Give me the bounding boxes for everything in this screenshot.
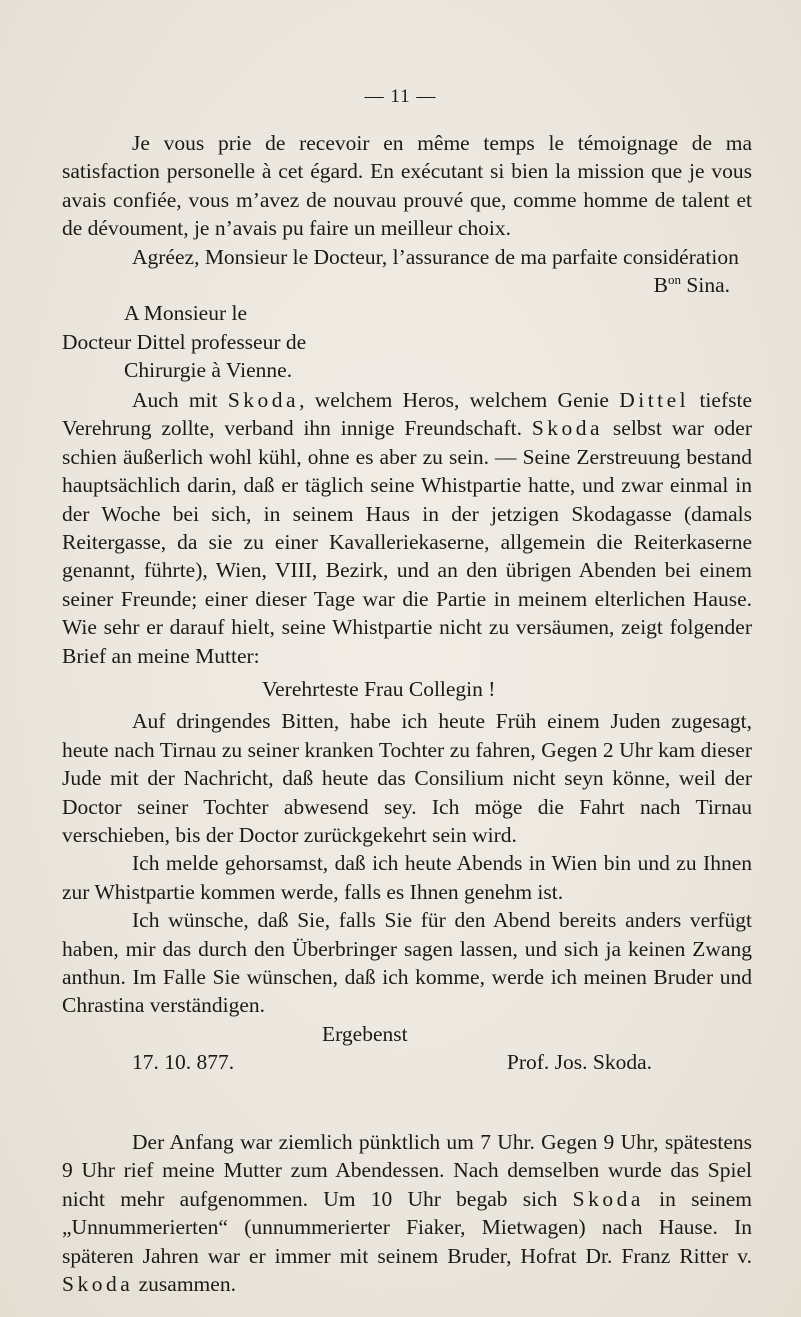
skoda-spaced: Skoda: [227, 388, 300, 412]
german-letter-paragraph-2: Ich melde gehorsamst, daß ich heute Abends in Wien bin und zu Ihnen zur Whistpartie kommen werde, falls es Ihnen genehm ist.: [62, 851, 752, 904]
letter-signature: Prof. Jos. Skoda.: [506, 1050, 652, 1075]
german-letter-salutation: Verehrteste Frau Collegin !: [262, 677, 496, 701]
german-letter-closing: Ergebenst: [322, 1021, 408, 1046]
german-letter-paragraph-3: Ich wünsche, daß Sie, falls Sie für den Abend bereits anders verfügt haben, mir das durch den Überbringer sagen lassen, und sich ja keinen Zwang anthun. Im Falle Sie wünschen, daß ich komme, werde ich meinen Bruder und Chrastina verständigen.: [62, 908, 752, 1018]
narrative-2-part-1: Der Anfang war ziemlich pünktlich um 7 Uhr. Gegen 9 Uhr, spätestens 9 Uhr rief meine Mutter zum Abendessen. Nach demselben wurde das Spiel nicht mehr aufgenommen. Um 10 Uhr begab sich: [62, 1130, 752, 1211]
narrative-1-part-3: tiefste Verehrung zollte, verband ihn innige Freundschaft.: [62, 388, 752, 441]
signature-superscript: on: [668, 271, 682, 287]
french-letter-paragraph-2: Agréez, Monsieur le Docteur, l’assurance de ma parfaite considération: [132, 244, 739, 269]
french-letter-paragraph-1: Je vous prie de recevoir en même temps le témoignage de ma satisfaction personelle à cet égard. En exécutant si bien la mission que je vous avais confiée, vous m’avez de nouvau prouvé que, comme homme de talent et de dévoument, je n’avais pu faire un meilleur choix.: [62, 131, 752, 241]
signature-prefix: B: [653, 273, 669, 298]
narrative-1-part-2: , welchem Heros, welchem Genie: [299, 388, 620, 412]
signature-name: Sina.: [686, 273, 730, 298]
addressee-line-3: Chirurgie à Vienne.: [124, 358, 293, 383]
german-letter-signature-line: [62, 1048, 752, 1076]
narrative-paragraph-2: [62, 1128, 752, 1298]
french-letter-signature: [62, 271, 752, 299]
narrative-1-text: [62, 386, 752, 670]
dittel-spaced: Dittel: [619, 388, 690, 412]
letter-date: 17. 10. 877.: [132, 1050, 235, 1075]
page-number: — 11 —: [364, 86, 437, 107]
addressee-line-1: A Monsieur le: [124, 301, 248, 326]
addressee-line-2: Docteur Dittel professeur de: [62, 329, 307, 354]
german-letter: [62, 675, 752, 1077]
narrative-1-part-4: selbst war oder schien äußerlich wohl kühl, ohne es aber zu sein. — Seine Zerstreuung bestand hauptsächlich darin, daß er täglich seine Whistpartie hatte, und zwar einmal in der Woche bei sich, in seinem Haus in der jetzigen Skodagasse (damals Reitergasse, da sie zu einer Kavalleriekaserne, allgemein die Reiterkaserne genannt, führte), Wien, VIII, Bezirk, und an den übrigen Abenden bei einem seiner Freunde; einer dieser Tage war die Partie in meinem elterlichen Hause. Wie sehr er darauf hielt, seine Whistpartie nicht zu versäumen, zeigt folgender Brief an meine Mutter:: [62, 416, 752, 668]
narrative-2-part-2: in seinem „Unnummerierten“ (unnummerierter Fiaker, Mietwagen) nach Hause. In späteren Jahren war er immer mit seinem Bruder, Hofrat Dr. Franz Ritter v.: [62, 1186, 753, 1268]
skoda-spaced-3: Skoda: [572, 1186, 644, 1211]
french-letter: [62, 129, 752, 385]
narrative-2-part-3: zusammen.: [133, 1272, 236, 1297]
narrative-paragraph-1: [62, 386, 752, 670]
german-letter-paragraph-1: Auf dringendes Bitten, habe ich heute Früh einem Juden zugesagt, heute nach Tirnau zu seiner kranken Tochter zu fahren, Gegen 2 Uhr kam dieser Jude mit der Nachricht, daß heute das Consilium nicht seyn könne, weil der Doctor seiner Tochter abwesend sey. Ich möge die Fahrt nach Tirnau verschieben, bis der Doctor zurückgekehrt sein wird.: [62, 709, 752, 848]
narrative-2-text: [62, 1128, 752, 1298]
narrative-1-part-1: Auch mit: [132, 388, 228, 412]
skoda-spaced-2: Skoda: [531, 416, 604, 441]
skoda-spaced-4: Skoda: [62, 1272, 134, 1297]
